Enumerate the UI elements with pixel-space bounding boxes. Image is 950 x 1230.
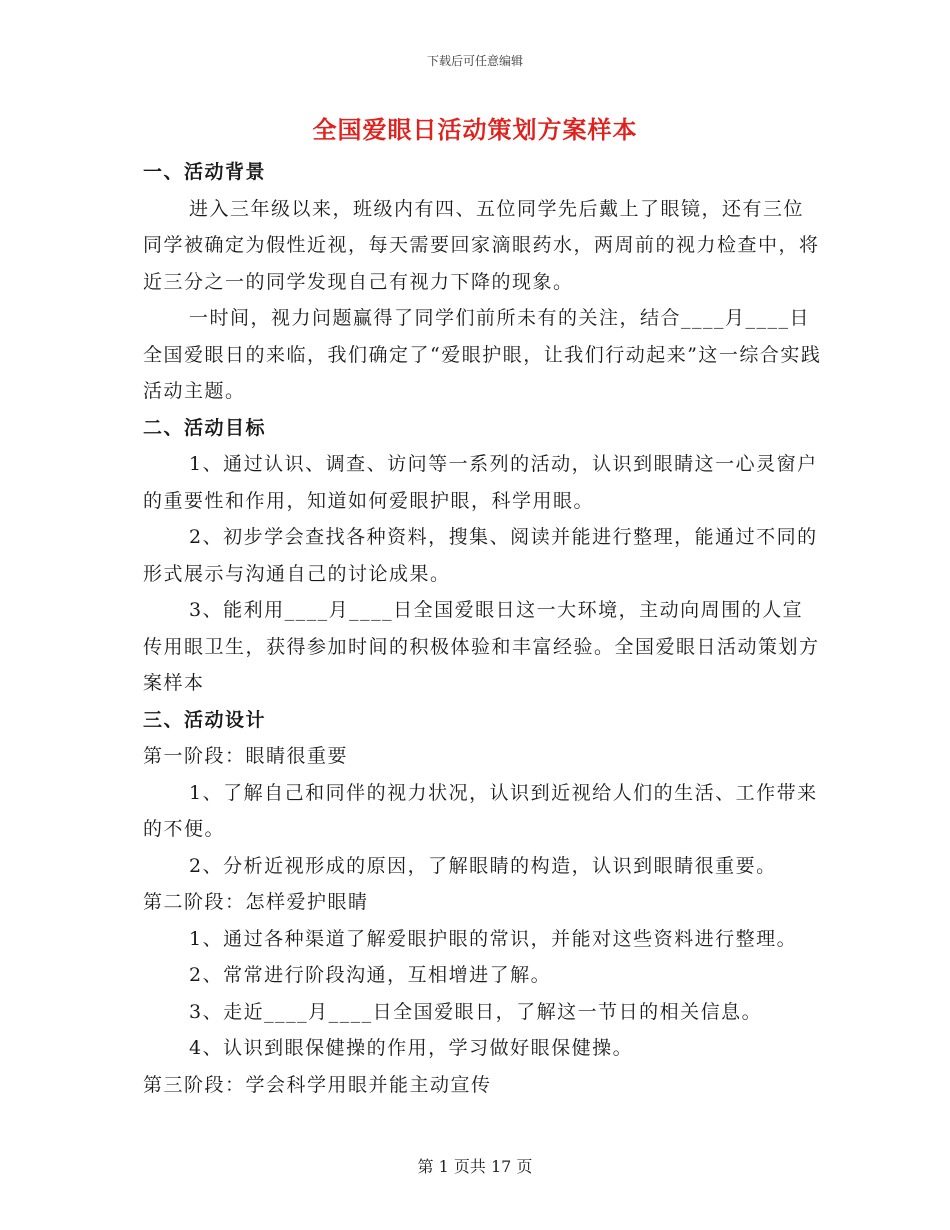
list-item: 2、常常进行阶段沟通，互相增进了解。 bbox=[189, 964, 552, 986]
stage-heading: 第三阶段：学会科学用眼并能主动宣传 bbox=[143, 1073, 492, 1096]
list-item: 1、了解自己和同伴的视力状况，认识到近视给人们的生活、工作带来的不便。 bbox=[143, 781, 818, 840]
document-title: 全国爱眼日活动策划方案样本 bbox=[312, 115, 638, 144]
stage-heading: 第一阶段：眼睛很重要 bbox=[143, 745, 349, 767]
list-item: 2、分析近视形成的原因，了解眼睛的构造，认识到眼睛很重要。 bbox=[189, 854, 777, 877]
list-item: 3、能利用____月____日全国爱眼日这一大环境，主动向周围的人宣传用眼卫生，获得参加时间的积极体验和丰富经验。全国爱眼日活动策划方案样本 bbox=[143, 599, 820, 694]
list-item: 3、走近____月____日全国爱眼日，了解这一节日的相关信息。 bbox=[189, 1000, 763, 1023]
paragraph: 一时间，视力问题赢得了同学们前所未有的关注，结合____月____日全国爱眼日的来临，我们确定了“爱眼护眼，让我们行动起来”这一综合实践活动主题。 bbox=[143, 307, 822, 402]
section-heading-goals: 二、活动目标 bbox=[143, 416, 267, 439]
list-item: 1、通过各种渠道了解爱眼护眼的常识，并能对这些资料进行整理。 bbox=[189, 927, 798, 950]
page-number: 第 1 页共 17 页 bbox=[417, 1157, 533, 1176]
download-edit-note: 下载后可任意编辑 bbox=[426, 54, 523, 68]
list-item: 2、初步学会查找各种资料，搜集、阅读并能进行整理，能通过不同的形式展示与沟通自己的讨论成果。 bbox=[143, 526, 818, 585]
section-heading-background: 一、活动背景 bbox=[143, 161, 267, 183]
stage-heading: 第二阶段：怎样爱护眼睛 bbox=[143, 891, 369, 913]
list-item: 4、认识到眼保健操的作用，学习做好眼保健操。 bbox=[189, 1037, 634, 1059]
document-body bbox=[143, 154, 823, 1103]
paragraph: 进入三年级以来，班级内有四、五位同学先后戴上了眼镜，还有三位同学被确定为假性近视，每天需要回家滴眼药水，两周前的视力检查中，将近三分之一的同学发现自己有视力下降的现象。 bbox=[143, 197, 820, 293]
list-item: 1、通过认识、调查、访问等一系列的活动，认识到眼睛这一心灵窗户的重要性和作用，知道如何爱眼护眼，科学用眼。 bbox=[143, 453, 818, 512]
section-heading-design: 三、活动设计 bbox=[143, 708, 267, 731]
